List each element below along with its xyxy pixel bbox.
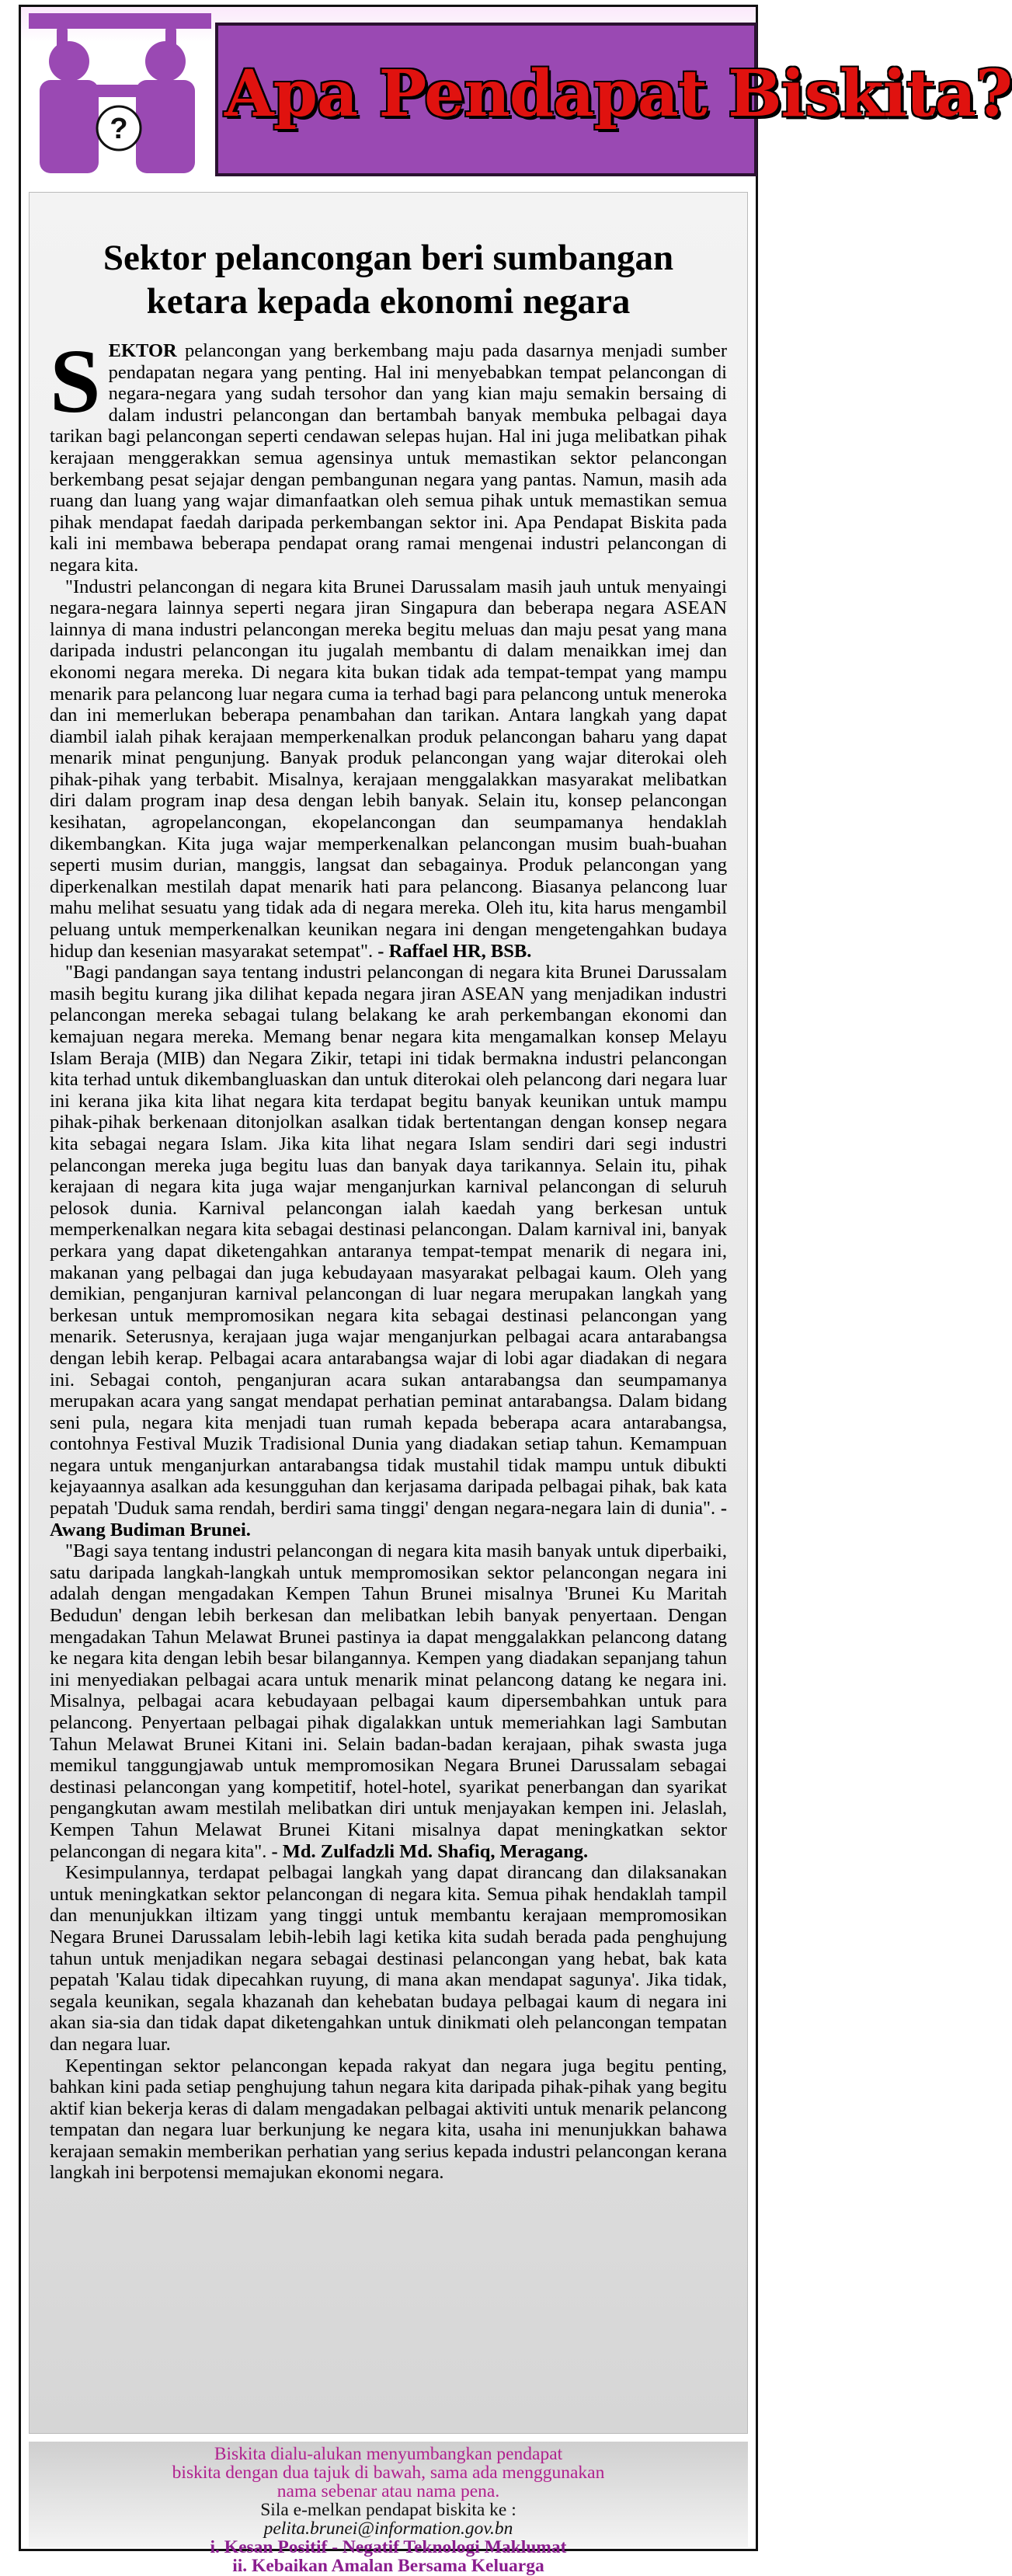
conclusion-paragraph-1: Kesimpulannya, terdapat pelbagai langkah yang dapat dirancang dan dilaksanakan untuk meningkatkan sektor pelancongan di negara kita. Semua pihak hendaklah tampil dan menunjukkan iltizam yang tinggi untuk membantu kerajaan mempromosikan Negara Brunei Darussalam lebih-lebih lagi ketika kita sudah berada pada penghujung tahun untuk menjadikan negara sebagai destinasi pelancongan yang hebat, bak kata pepatah 'Kalau tidak dipecahkan ruyung, di mana akan mendapat sagunya'. Jika tidak, segala keunikan, segala khazanah dan kehebatan budaya pelbagai kaum di negara ini akan sia-sia dan tidak dapat diketengahkan untuk dinikmati oleh pelancongan tempatan dan negara luar. [50, 1862, 727, 2055]
people-question-icon [29, 12, 211, 178]
intro-text: pelancongan yang berkembang maju pada dasarnya menjadi sumber pendapatan negara yang penting. Hal ini menyebabkan tempat pelancongan di negara-negara yang sudah tersohor dan yang kian maju semakin bersaing di dalam industri pelancongan dan bertambah banyak membuka pelbagai daya tarikan bagi pelancongan seperti cendawan selepas hujan. Hal ini juga melibatkan pihak kerajaan menggerakkan semua agensinya untuk memastikan sektor pelancongan berkembang pesat sejajar dengan pembangunan negara yang pantas. Namun, masih ada ruang dan luang yang wajar dimanfaatkan oleh semua pihak untuk memastikan semua pihak mendapat faedah daripada perkembangan sektor ini. Apa Pendapat Biskita pada kali ini membawa beberapa pendapat orang ramai mengenai industri pelancongan di negara kita. [50, 340, 727, 576]
invite-line-1: Biskita dialu-alukan menyumbangkan pendapat [214, 2444, 563, 2464]
email-label: Sila e-melkan pendapat biskita ke : [260, 2500, 516, 2520]
article-panel [29, 192, 748, 2434]
opinion-paragraph-2 [50, 962, 727, 1540]
opinion-signature-2: - Awang Budiman Brunei. [50, 1498, 727, 1540]
opinion-paragraph-3 [50, 1540, 727, 1862]
invite-line-3: nama sebenar atau nama pena. [276, 2481, 500, 2501]
opinion-text-1: "Industri pelancongan di negara kita Brunei Darussalam masih jauh untuk menyaingi negara-negara lainnya seperti negara jiran Singapura dan beberapa negara ASEAN lainnya di mana industri pelancongan mereka begitu meluas dan maju pesat yang mana daripada industri pelancongan itu jugalah membantu di dalam menaikkan imej dan ekonomi negara mereka. Di negara kita bukan tidak ada tempat-tempat yang mampu menarik para pelancong luar negara cuma ia terhad bagi para pelancong untuk meneroka dan ini memerlukan beberapa penambahan dan tarikan. Antara langkah yang dapat diambil ialah pihak kerajaan memperkenalkan produk pelancongan baharu yang dapat menarik minat pengunjung. Banyak produk pelancongan yang wajar diterokai oleh pihak-pihak yang terbabit. Misalnya, kerajaan menggalakkan masyarakat melibatkan diri dalam program inap desa dengan lebih banyak. Selain itu, konsep pelancongan kesihatan, agropelancongan, ekopelancongan dan seumpamanya hendaklah dikembangkan. Kita juga wajar memperkenalkan pelancongan musim buah-buahan seperti musim durian, manggis, langsat dan sebagainya. Produk pelancongan yang diperkenalkan mestilah dapat menarik hati para pelancong. Biasanya pelancong luar mahu melihat sesuatu yang tidak ada di negara mereka. Oleh itu, kita harus mengambil peluang untuk memperkenalkan keunikan negara ini dengan mengetengahkan budaya hidup dan kesenian masyarakat setempat". [50, 576, 727, 962]
topic-2: ii. Kebaikan Amalan Bersama Keluarga [232, 2556, 544, 2576]
opinion-text-2: "Bagi pandangan saya tentang industri pelancongan di negara kita Brunei Darussalam masih begitu kurang jika dilihat kepada negara jiran ASEAN yang menjadikan industri pelancongan mereka sebagai tulang belakang ke arah perkembangan ekonomi dan kemajuan negara mereka. Memang benar negara kita mengamalkan konsep Melayu Islam Beraja (MIB) dan Negara Zikir, tetapi ini tidak bermakna industri pelancongan kita terhad untuk dikembangluaskan dan untuk diterokai oleh pelancong dari negara luar ini kerana jika kita lihat negara kita terdapat begitu banyak keunikan untuk mampu pihak-pihak berkenaan ditonjolkan asalkan tidak bertentangan dengan konsep negara kita sebagai negara Islam. Jika kita lihat negara Islam sendiri dari segi industri pelancongan mereka juga begitu luas dan banyak daya tarikannya. Selain itu, pihak kerajaan di negara kita juga wajar menganjurkan karnival pelancongan di seluruh pelosok dunia. Karnival pelancongan ialah kaedah yang berkesan untuk memperkenalkan negara kita sebagai destinasi pelancongan. Dalam karnival ini, banyak perkara yang dapat diketengahkan antaranya tempat-tempat menarik di negara ini, makanan yang pelbagai dan juga kebudayaan masyarakat pelbagai kaum. Oleh yang demikian, penganjuran karnival pelancongan di luar negara merupakan langkah yang berkesan untuk mempromosikan negara kita sebagai destinasi pelancongan yang menarik. Seterusnya, kerajaan juga wajar menganjurkan pelbagai acara antarabangsa dengan lebih kerap. Pelbagai acara antarabangsa wajar di lobi agar diadakan di negara ini. Sebagai contoh, penganjuran acara sukan antarabangsa dan seumpamanya merupakan acara yang sangat mendapat perhatian peminat antarabangsa. Dalam bidang seni pula, negara kita menjadi tuan rumah kepada beberapa acara antarabangsa, contohnya Festival Muzik Tradisional Dunia yang diadakan setiap tahun. Kemampuan negara untuk menganjurkan antarabangsa tidak mustahil tidak mampu untuk dibukti kejayaannya asalkan ada kesungguhan dan kerjasama daripada pelbagai pihak, bak kata pepatah 'Duduk sama rendah, berdiri sama tinggi' dengan negara-negara lain di dunia". [50, 962, 727, 1519]
email-address[interactable]: pelita.brunei@information.gov.bn [263, 2519, 513, 2539]
article-body [50, 330, 727, 2184]
headline-line-1: Sektor pelancongan beri sumbangan [103, 238, 674, 278]
page-frame [19, 5, 1012, 2576]
opinion-signature-3: - Md. Zulfadzli Md. Shafiq, Meragang. [271, 1840, 589, 1862]
opinion-text-3: "Bagi saya tentang industri pelancongan di negara kita masih banyak untuk diperbaiki, satu daripada langkah-langkah untuk mempromosikan sektor pelancongan negara ini adalah dengan mengadakan Kempen Tahun Brunei misalnya 'Brunei Ku Maritah Bedudun' dengan lebih berkesan dan melibatkan lebih banyak penyertaan. Dengan mengadakan Tahun Melawat Brunei pastinya ia dapat menggalakkan pelancong datang ke negara kita dengan lebih besar bilangannya. Kempen yang diadakan sepanjang tahun ini menyediakan pelbagai acara untuk menarik minat pelancong datang ke negara ini. Misalnya, pelbagai acara kebudayaan pelbagai kaum dipersembahkan untuk para pelancong. Penyertaan pelbagai pihak digalakkan untuk memeriahkan lagi Sambutan Tahun Melawat Brunei Kitani ini. Selain badan-badan kerajaan, pihak swasta juga memikul tanggungjawab untuk mempromosikan Negara Brunei Darussalam sebagai destinasi pelancongan yang kompetitif, hotel-hotel, syarikat penerbangan dan syarikat pengangkutan awam mestilah melibatkan diri untuk menjayakan kempen ini. Jelaslah, Kempen Tahun Melawat Brunei Kitani misalnya dapat meningkatkan sektor pelancongan di negara kita". [50, 1540, 727, 1862]
invite-line-2: biskita dengan dua tajuk di bawah, sama ada menggunakan [172, 2463, 605, 2483]
intro-paragraph [50, 330, 727, 576]
dropcap: S [50, 330, 101, 432]
lead-word: EKTOR [108, 340, 177, 361]
headline-line-2: ketara kepada ekonomi negara [146, 281, 631, 322]
column-header [21, 7, 1012, 183]
topic-1: i. Kesan Positif - Negatif Teknologi Maklumat [210, 2537, 567, 2557]
brand-title: Apa Pendapat Biskita? [224, 57, 1012, 131]
submission-footer [29, 2442, 748, 2576]
opinion-paragraph-1 [50, 576, 727, 963]
opinion-signature-1: - Raffael HR, BSB. [377, 940, 532, 962]
svg-text:?: ? [110, 113, 128, 145]
article-headline [30, 236, 747, 323]
conclusion-paragraph-2: Kepentingan sektor pelancongan kepada rakyat dan negara juga begitu penting, bahkan kini pada setiap penghujung tahun negara kita daripada pihak-pihak yang begitu aktif kian bekerja keras di dalam mengadakan pelbagai aktiviti untuk menarik pelancong tempatan dan negara luar berkunjung ke negara kita, usaha ini menunjukkan bahawa kerajaan semakin memberikan perhatian yang serius kepada industri pelancongan kerana langkah ini berpotensi memajukan ekonomi negara. [50, 2055, 727, 2184]
